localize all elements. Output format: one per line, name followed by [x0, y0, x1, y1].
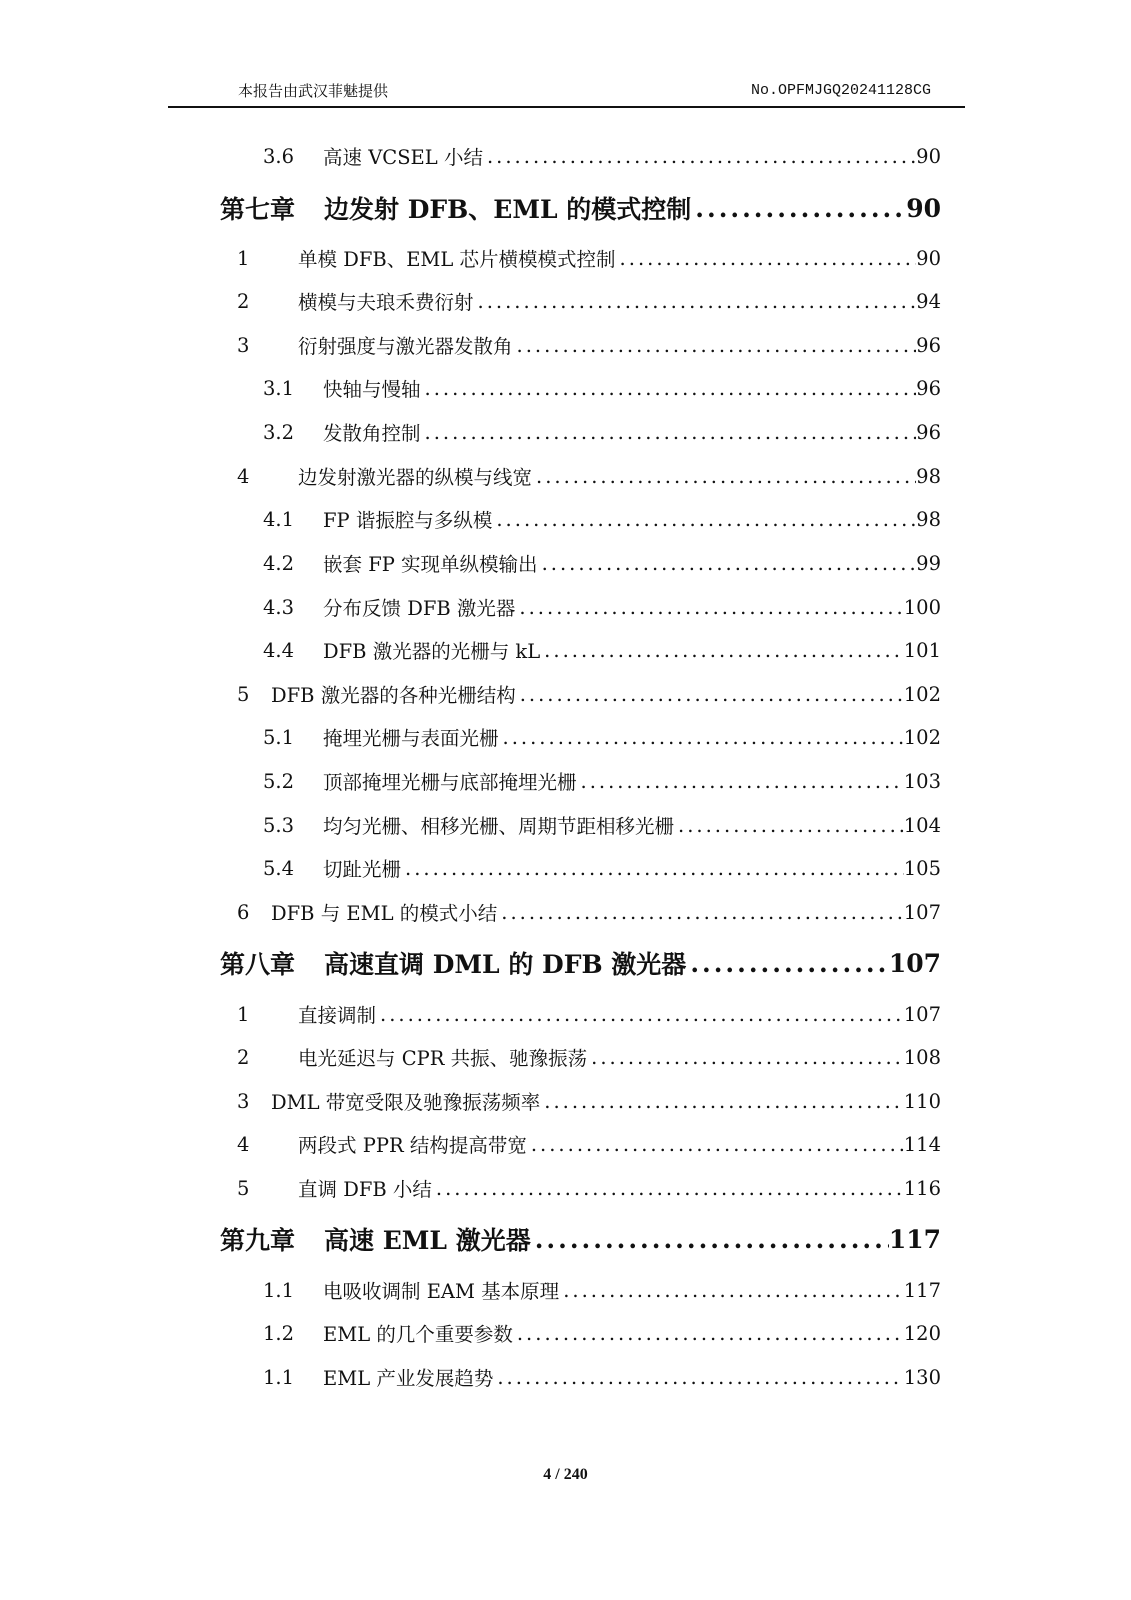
toc-entry-number: 3.6 — [263, 144, 295, 168]
toc-entry[interactable] — [237, 1170, 941, 1206]
toc-entry-number: 4.4 — [263, 638, 295, 662]
toc-entry-page: 98 — [916, 464, 941, 488]
toc-entry-title: 电光延迟与 CPR 共振、驰豫振荡 — [298, 1047, 588, 1070]
toc-dot-leader — [432, 1177, 904, 1200]
toc-entry-page: 90 — [916, 144, 941, 168]
toc-dot-leader — [616, 247, 917, 270]
toc-entry[interactable] — [263, 414, 941, 450]
report-provider: 本报告由武汉菲魅提供 — [238, 82, 389, 100]
toc-entry-page: 110 — [903, 1089, 941, 1113]
toc-entry-page: 102 — [903, 725, 941, 749]
toc-entry-page: 94 — [916, 289, 941, 313]
toc-entry[interactable] — [237, 1083, 941, 1119]
toc-entry-number: 4.1 — [263, 507, 295, 531]
toc-dot-leader — [474, 290, 917, 313]
toc-entry-title: 嵌套 FP 实现单纵模输出 — [323, 553, 538, 576]
toc-entry[interactable] — [263, 501, 941, 537]
toc-entry-number: 3.2 — [263, 420, 295, 444]
toc-entry[interactable] — [263, 589, 941, 625]
toc-entry[interactable] — [237, 458, 941, 494]
toc-entry-title: DFB 激光器的光栅与 kL — [323, 640, 541, 663]
toc-entry-page: 100 — [903, 595, 941, 619]
toc-dot-leader — [691, 194, 906, 223]
toc-dot-leader — [527, 1133, 904, 1156]
toc-entry-page: 107 — [888, 948, 941, 978]
toc-entry-title: 直接调制 — [298, 1004, 377, 1027]
toc-entry-title: 直调 DFB 小结 — [298, 1178, 432, 1201]
toc-entry-number: 1.1 — [263, 1278, 295, 1302]
toc-entry[interactable] — [263, 807, 941, 843]
toc-dot-leader — [559, 1279, 904, 1302]
toc-entry-title: 高速 EML 激光器 — [324, 1226, 531, 1255]
toc-entry-title: 掩埋光栅与表面光栅 — [323, 727, 499, 750]
toc-dot-leader — [532, 465, 916, 488]
toc-entry[interactable] — [263, 1272, 941, 1308]
report-number: No.OPFMJGQ20241128CG — [750, 82, 931, 99]
page-number: 4 / 240 — [543, 1466, 588, 1483]
toc-dot-leader — [421, 421, 917, 444]
toc-entry[interactable] — [237, 996, 941, 1032]
toc-entry-number: 2 — [237, 1045, 250, 1069]
toc-entry-title: 高速 VCSEL 小结 — [323, 146, 483, 169]
toc-entry[interactable] — [263, 763, 941, 799]
toc-entry-page: 120 — [903, 1321, 941, 1345]
toc-dot-leader — [401, 857, 904, 880]
toc-entry-title: EML 的几个重要参数 — [323, 1323, 513, 1346]
toc-entry-number: 1.2 — [263, 1321, 295, 1345]
toc-entry-page: 99 — [916, 551, 941, 575]
toc-dot-leader — [499, 726, 904, 749]
toc-entry-title: 电吸收调制 EAM 基本原理 — [323, 1280, 560, 1303]
toc-entry-page: 117 — [903, 1278, 941, 1302]
toc-entry-page: 101 — [903, 638, 941, 662]
toc-dot-leader — [493, 1366, 903, 1389]
toc-entry-title: 切趾光栅 — [323, 858, 402, 881]
toc-entry[interactable] — [263, 1315, 941, 1351]
toc-entry[interactable] — [237, 1126, 941, 1162]
toc-entry-number: 5.4 — [263, 856, 295, 880]
toc-entry[interactable] — [263, 545, 941, 581]
toc-entry-number: 4.3 — [263, 595, 295, 619]
toc-entry-title: 横模与夫琅禾费衍射 — [298, 291, 474, 314]
toc-entry-title: 边发射 DFB、EML 的模式控制 — [324, 195, 692, 224]
toc-entry-number: 3 — [237, 333, 250, 357]
toc-entry-page: 102 — [903, 682, 941, 706]
toc-dot-leader — [674, 814, 904, 837]
toc-entry-number: 1 — [237, 246, 250, 270]
toc-entry-page: 96 — [916, 333, 941, 357]
toc-dot-leader — [516, 683, 904, 706]
toc-entry-page: 98 — [916, 507, 941, 531]
toc-dot-leader — [497, 901, 904, 924]
toc-entry[interactable] — [263, 138, 941, 174]
toc-entry-title: 顶部掩埋光栅与底部掩埋光栅 — [323, 771, 577, 794]
toc-entry[interactable] — [263, 632, 941, 668]
toc-entry-page: 96 — [916, 420, 941, 444]
toc-entry-number: 第七章 — [220, 195, 296, 224]
toc-entry-page: 90 — [916, 246, 941, 270]
toc-entry-number: 5 — [237, 682, 250, 706]
toc-chapter-entry[interactable] — [220, 1221, 941, 1257]
toc-dot-leader — [540, 639, 904, 662]
toc-chapter-entry[interactable] — [220, 190, 941, 226]
toc-chapter-entry[interactable] — [220, 945, 941, 981]
toc-entry[interactable] — [263, 370, 941, 406]
toc-dot-leader — [538, 552, 917, 575]
toc-entry-number: 4 — [237, 1132, 250, 1156]
toc-entry-title: 高速直调 DML 的 DFB 激光器 — [324, 950, 687, 979]
toc-dot-leader — [531, 1225, 889, 1254]
toc-entry-number: 第八章 — [220, 950, 296, 979]
toc-entry[interactable] — [237, 894, 941, 930]
toc-entry-number: 1.1 — [263, 1365, 295, 1389]
toc-entry[interactable] — [237, 327, 941, 363]
toc-entry[interactable] — [263, 850, 941, 886]
toc-entry-title: 分布反馈 DFB 激光器 — [323, 597, 516, 620]
toc-entry-page: 108 — [903, 1045, 941, 1069]
toc-entry-title: 快轴与慢轴 — [323, 378, 421, 401]
toc-entry-title: 单模 DFB、EML 芯片横模模式控制 — [298, 248, 616, 271]
toc-entry-number: 4.2 — [263, 551, 295, 575]
toc-entry-page: 116 — [903, 1176, 941, 1200]
toc-entry[interactable] — [263, 719, 941, 755]
toc-entry-title: 发散角控制 — [323, 422, 421, 445]
toc-entry-page: 107 — [903, 900, 941, 924]
toc-entry-title: EML 产业发展趋势 — [323, 1367, 494, 1390]
toc-dot-leader — [376, 1003, 904, 1026]
toc-entry[interactable] — [237, 1039, 941, 1075]
toc-dot-leader — [513, 1322, 904, 1345]
toc-entry-page: 90 — [906, 193, 941, 223]
toc-entry-title: DFB 激光器的各种光栅结构 — [271, 684, 516, 707]
toc-entry-title: 均匀光栅、相移光栅、周期节距相移光栅 — [323, 815, 675, 838]
toc-dot-leader — [492, 508, 916, 531]
toc-dot-leader — [587, 1046, 904, 1069]
toc-entry[interactable] — [263, 1359, 941, 1395]
toc-entry-number: 5.3 — [263, 813, 295, 837]
toc-entry-number: 4 — [237, 464, 250, 488]
toc-entry-number: 3.1 — [263, 376, 295, 400]
toc-dot-leader — [686, 949, 889, 978]
toc-entry-page: 105 — [903, 856, 941, 880]
toc-entry-page: 114 — [903, 1132, 941, 1156]
toc-entry-page: 104 — [903, 813, 941, 837]
toc-dot-leader — [513, 334, 917, 357]
toc-entry-number: 1 — [237, 1002, 250, 1026]
toc-entry-title: DFB 与 EML 的模式小结 — [271, 902, 498, 925]
toc-entry-number: 第九章 — [220, 1226, 296, 1255]
toc-entry-title: 边发射激光器的纵模与线宽 — [298, 466, 533, 489]
toc-entry-title: DML 带宽受限及驰豫振荡频率 — [271, 1091, 541, 1114]
toc-entry-number: 3 — [237, 1089, 250, 1113]
toc-entry-title: FP 谐振腔与多纵模 — [323, 509, 493, 532]
toc-entry-title: 两段式 PPR 结构提高带宽 — [298, 1134, 527, 1157]
toc-dot-leader — [483, 145, 916, 168]
toc-entry-number: 5 — [237, 1176, 250, 1200]
toc-entry[interactable] — [237, 676, 941, 712]
toc-entry-number: 2 — [237, 289, 250, 313]
toc-entry-number: 6 — [237, 900, 250, 924]
toc-entry-page: 107 — [903, 1002, 941, 1026]
toc-dot-leader — [540, 1090, 904, 1113]
toc-dot-leader — [421, 377, 917, 400]
toc-entry[interactable] — [237, 283, 941, 319]
toc-entry-title: 衍射强度与激光器发散角 — [298, 335, 513, 358]
toc-entry-page: 117 — [888, 1224, 941, 1254]
toc-dot-leader — [577, 770, 904, 793]
toc-entry-page: 103 — [903, 769, 941, 793]
toc-dot-leader — [515, 596, 903, 619]
toc-entry-number: 5.2 — [263, 769, 295, 793]
toc-entry-page: 96 — [916, 376, 941, 400]
toc-entry[interactable] — [237, 240, 941, 276]
toc-entry-page: 130 — [903, 1365, 941, 1389]
toc-entry-number: 5.1 — [263, 725, 295, 749]
